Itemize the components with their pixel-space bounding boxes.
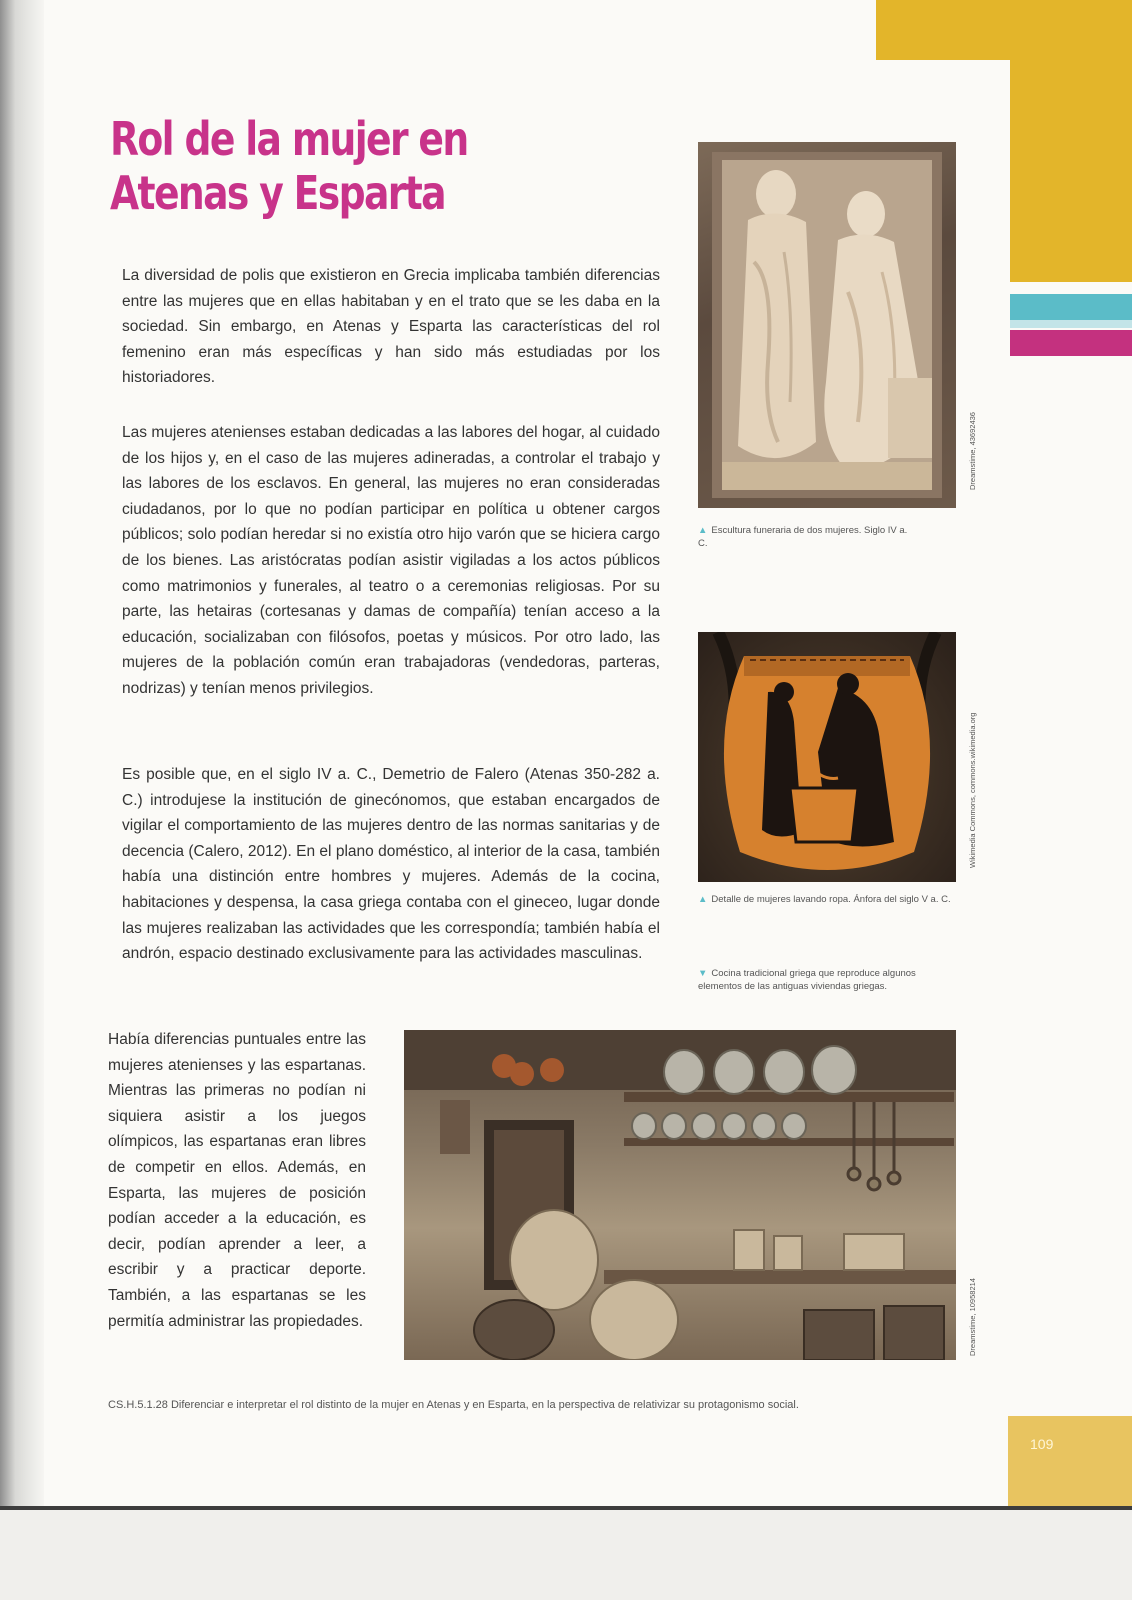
- paragraph-athenian-women: Las mujeres atenienses estaban dedicadas a las labores del hogar, al cuidado de los hijos y, en el caso de las mujeres adineradas, a controlar el trabajo y las labores de los esclavos. En general, las mujeres no eran consideradas ciudadanos, por lo que no podían participar en política u obtener cargos públicos; solo podían heredar si no existía otro hijo varón que se hiciera cargo de los bienes. Las aristócratas podían asistir vigiladas a los actos públicos como matrimonios y funerales, al teatro o a ceremonias religiosas. Por su parte, las hetairas (cortesanas y damas de compañía) tenían acceso a la educación, socializaban con filósofos, poetas y músicos. Por otro lado, las mujeres de la población común eran trabajadoras (vendedoras, parteras, nodrizas) y tenían menos privilegios.: [122, 424, 660, 697]
- amphora-caption: [698, 893, 958, 906]
- page-number-tab: [1008, 1416, 1132, 1506]
- paragraph-intro: La diversidad de polis que existieron en Grecia implicaba también diferencias entre las mujeres que en ellas habitaban y en el trato que se les daba en la sociedad. Sin embargo, en Atenas y Esparta las características del rol femenino eran más específicas y han sido más estudiadas por los historiadores.: [122, 267, 660, 387]
- sculpture-caption: [698, 524, 918, 550]
- sculpture-caption-text: Escultura funeraria de dos mujeres. Siglo IV a. C.: [698, 525, 908, 549]
- decorative-magenta-stripe: [1010, 330, 1132, 356]
- traditional-kitchen-photo: [404, 1030, 956, 1360]
- kitchen-caption: [698, 967, 958, 993]
- decorative-cyan-stripe: [1010, 294, 1132, 320]
- scan-background: [0, 1510, 1132, 1600]
- page-number: 109: [1030, 1436, 1054, 1452]
- amphora-photo-credit: Wikimedia Commons, commons.wikimedia.org: [968, 712, 977, 868]
- kitchen-caption-text: Cocina tradicional griega que reproduce algunos elementos de las antiguas viviendas griegas.: [698, 968, 916, 992]
- amphora-photo: [698, 632, 956, 882]
- book-spine-shadow: [0, 0, 44, 1510]
- caption-marker-up-icon: ▲: [698, 894, 708, 905]
- funerary-sculpture-photo: [698, 142, 956, 508]
- curriculum-footnote: CS.H.5.1.28 Diferenciar e interpretar el rol distinto de la mujer en Atenas y en Esparta, en la perspectiva de relativizar su protagonismo social.: [108, 1399, 799, 1411]
- kitchen-photo-credit: Dreamstime, 10958214: [968, 1278, 977, 1356]
- caption-marker-down-icon: ▼: [698, 968, 708, 979]
- page-title: Rol de la mujer en Atenas y Esparta: [110, 112, 468, 220]
- paragraph-ginecomos: Es posible que, en el siglo IV a. C., Demetrio de Falero (Atenas 350-282 a. C.) introdujese la institución de ginecónomos, que estaban encargados de vigilar el comportamiento de las mujeres dentro de las normas sanitarias y de decencia (Calero, 2012). En el plano doméstico, al interior de la casa, también había una distinción entre hombres y mujeres. Además de la cocina, habitaciones y despensa, la casa griega contaba con el gineceo, lugar donde las mujeres realizaban las actividades que les correspondía; también había el andrón, espacio destinado exclusivamente para las actividades masculinas.: [122, 766, 660, 963]
- caption-marker-up-icon: ▲: [698, 525, 708, 536]
- paragraph-spartan-women: Había diferencias puntuales entre las mujeres atenienses y las espartanas. Mientras las primeras no podían ni siquiera asistir a los juegos olímpicos, las espartanas eran libres de competir en ellos. Además, en Esparta, las mujeres de posición podían acceder a la educación, es decir, podían aprender a leer, a escribir y a practicar deporte. También, a las espartanas se les permitía administrar las propiedades.: [108, 1031, 366, 1330]
- sculpture-photo-credit: Dreamstime, 43692436: [968, 412, 977, 490]
- amphora-caption-text: Detalle de mujeres lavando ropa. Ánfora del siglo V a. C.: [711, 894, 951, 905]
- decorative-light-cyan-stripe: [1010, 320, 1132, 328]
